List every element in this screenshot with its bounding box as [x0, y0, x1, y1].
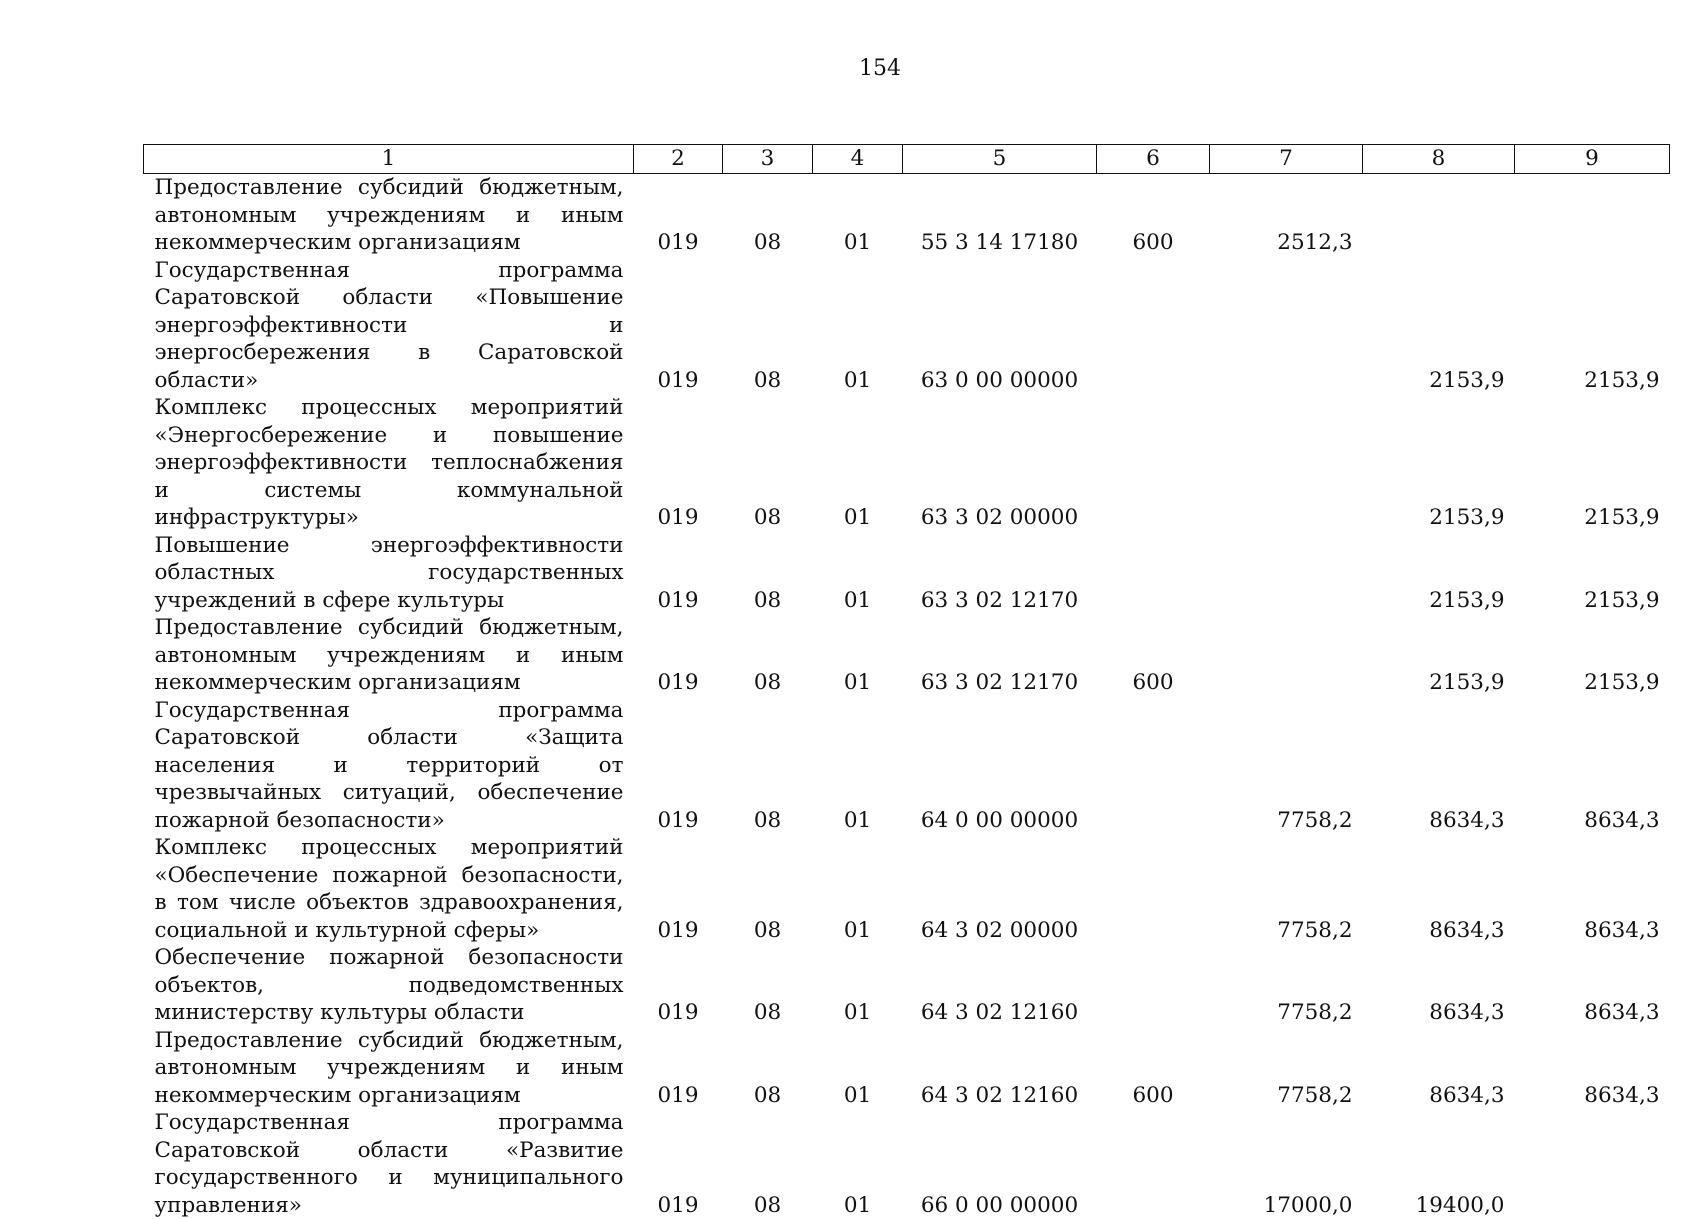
cell-target-article: 55 3 14 17180	[920, 230, 1079, 255]
table-row	[144, 257, 1670, 395]
cell-target-article: 66 0 00 00000	[920, 1192, 1079, 1218]
cell-amount-col8: 2153,9	[1429, 367, 1505, 393]
table-row	[144, 1109, 1670, 1219]
column-header: 9	[1515, 145, 1670, 174]
cell-section-code: 08	[753, 807, 782, 833]
cell-target-article: 63 3 02 12170	[920, 670, 1079, 695]
cell-section-code: 08	[753, 1192, 782, 1218]
cell-section-code: 08	[753, 670, 782, 695]
column-header: 8	[1363, 145, 1515, 174]
column-header: 4	[813, 145, 903, 174]
row-description: Государственная программа Саратовской области «Развитие государственного и муниципального управления»	[154, 1110, 624, 1218]
cell-expense-type	[1097, 532, 1210, 615]
cell-ministry-code: 019	[657, 230, 699, 255]
cell-section-code: 08	[753, 1082, 782, 1108]
cell-subsection-code: 01	[843, 1082, 872, 1108]
cell-expense-type: 600	[1132, 230, 1174, 255]
cell-target-article: 64 3 02 12160	[920, 1000, 1079, 1025]
cell-section-code: 08	[753, 367, 782, 393]
cell-ministry-code: 019	[657, 1082, 699, 1108]
cell-subsection-code: 01	[843, 230, 872, 255]
cell-subsection-code: 01	[843, 670, 872, 695]
row-description: Государственная программа Саратовской области «Защита населения и территорий от чрезвычайных ситуаций, обеспечение пожарной безопасности»	[154, 697, 624, 833]
cell-amount-col8: 8634,3	[1429, 917, 1505, 943]
cell-ministry-code: 019	[657, 1192, 699, 1218]
cell-amount-col9	[1515, 1109, 1670, 1219]
cell-section-code: 08	[753, 1000, 782, 1025]
column-header: 5	[903, 145, 1097, 174]
cell-subsection-code: 01	[843, 1000, 872, 1025]
cell-amount-col8: 2153,9	[1429, 670, 1505, 695]
cell-expense-type	[1097, 1109, 1210, 1219]
column-header: 3	[723, 145, 813, 174]
cell-amount-col9	[1515, 174, 1670, 257]
row-description: Обеспечение пожарной безопасности объектов, подведомственных министерству культуры области	[154, 945, 624, 1025]
cell-section-code: 08	[753, 587, 782, 613]
cell-target-article: 63 0 00 00000	[920, 367, 1079, 393]
table-row	[144, 834, 1670, 944]
cell-amount-col7	[1210, 394, 1363, 532]
cell-target-article: 63 3 02 12170	[920, 587, 1079, 613]
cell-amount-col7: 7758,2	[1277, 807, 1353, 833]
cell-amount-col7: 7758,2	[1277, 1082, 1353, 1108]
row-description: Предоставление субсидий бюджетным, автономным учреждениям и иным некоммерческим организациям	[154, 1027, 624, 1108]
cell-section-code: 08	[753, 917, 782, 943]
cell-amount-col9: 2153,9	[1584, 367, 1660, 393]
cell-amount-col7	[1210, 257, 1363, 395]
cell-subsection-code: 01	[843, 807, 872, 833]
cell-ministry-code: 019	[657, 917, 699, 943]
cell-amount-col7	[1210, 614, 1363, 697]
cell-target-article: 64 0 00 00000	[920, 807, 1079, 833]
cell-subsection-code: 01	[843, 367, 872, 393]
cell-ministry-code: 019	[657, 670, 699, 695]
cell-ministry-code: 019	[657, 505, 699, 530]
table-row	[144, 614, 1670, 697]
row-description: Повышение энергоэффективности областных государственных учреждений в сфере культуры	[154, 532, 624, 613]
cell-expense-type	[1097, 394, 1210, 532]
row-description: Предоставление субсидий бюджетным, автономным учреждениям и иным некоммерческим организациям	[154, 175, 624, 255]
cell-amount-col9: 8634,3	[1584, 1000, 1660, 1025]
cell-expense-type	[1097, 697, 1210, 835]
row-description: Комплекс процессных мероприятий «Энергосбережение и повышение энергоэффективности теплоснабжения и системы коммунальной инфраструктуры»	[154, 395, 624, 530]
cell-amount-col9: 2153,9	[1584, 587, 1660, 613]
column-header: 2	[634, 145, 723, 174]
cell-amount-col7: 17000,0	[1263, 1192, 1353, 1218]
cell-expense-type: 600	[1132, 1082, 1174, 1108]
column-header: 1	[144, 145, 634, 174]
cell-amount-col8: 19400,0	[1415, 1192, 1505, 1218]
table-row	[144, 697, 1670, 835]
cell-amount-col8: 2153,9	[1429, 505, 1505, 530]
cell-amount-col9: 8634,3	[1584, 917, 1660, 943]
cell-ministry-code: 019	[657, 807, 699, 833]
cell-amount-col9: 2153,9	[1584, 670, 1660, 695]
cell-amount-col8: 2153,9	[1429, 587, 1505, 613]
cell-section-code: 08	[753, 505, 782, 530]
cell-amount-col7: 2512,3	[1277, 230, 1353, 255]
table-row	[144, 174, 1670, 257]
cell-ministry-code: 019	[657, 367, 699, 393]
budget-table	[143, 144, 1670, 1219]
cell-amount-col7: 7758,2	[1277, 917, 1353, 943]
cell-ministry-code: 019	[657, 1000, 699, 1025]
cell-subsection-code: 01	[843, 587, 872, 613]
cell-target-article: 64 3 02 00000	[920, 917, 1079, 943]
cell-subsection-code: 01	[843, 505, 872, 530]
table-row	[144, 1027, 1670, 1110]
cell-amount-col8	[1363, 174, 1515, 257]
cell-amount-col7	[1210, 532, 1363, 615]
cell-amount-col8: 8634,3	[1429, 1082, 1505, 1108]
row-description: Предоставление субсидий бюджетным, автономным учреждениям и иным некоммерческим организациям	[154, 615, 624, 695]
cell-amount-col8: 8634,3	[1429, 807, 1505, 833]
cell-subsection-code: 01	[843, 917, 872, 943]
cell-expense-type	[1097, 944, 1210, 1027]
cell-section-code: 08	[753, 230, 782, 255]
cell-ministry-code: 019	[657, 587, 699, 613]
cell-amount-col9: 8634,3	[1584, 1082, 1660, 1108]
cell-amount-col7: 7758,2	[1277, 1000, 1353, 1025]
table-row	[144, 394, 1670, 532]
cell-expense-type	[1097, 257, 1210, 395]
table-header-row	[144, 145, 1670, 174]
cell-expense-type	[1097, 834, 1210, 944]
page-number: 154	[859, 56, 901, 81]
cell-amount-col9: 2153,9	[1584, 505, 1660, 530]
table-row	[144, 944, 1670, 1027]
cell-target-article: 64 3 02 12160	[920, 1082, 1079, 1108]
cell-target-article: 63 3 02 00000	[920, 505, 1079, 530]
cell-subsection-code: 01	[843, 1192, 872, 1218]
cell-amount-col9: 8634,3	[1584, 807, 1660, 833]
table-row	[144, 532, 1670, 615]
column-header: 6	[1097, 145, 1210, 174]
column-header: 7	[1210, 145, 1363, 174]
cell-expense-type: 600	[1132, 670, 1174, 695]
row-description: Государственная программа Саратовской области «Повышение энергоэффективности и энергосбережения в Саратовской области»	[154, 257, 624, 393]
row-description: Комплекс процессных мероприятий «Обеспечение пожарной безопасности, в том числе объектов здравоохранения, социальной и культурной сферы»	[154, 835, 624, 943]
cell-amount-col8: 8634,3	[1429, 1000, 1505, 1025]
